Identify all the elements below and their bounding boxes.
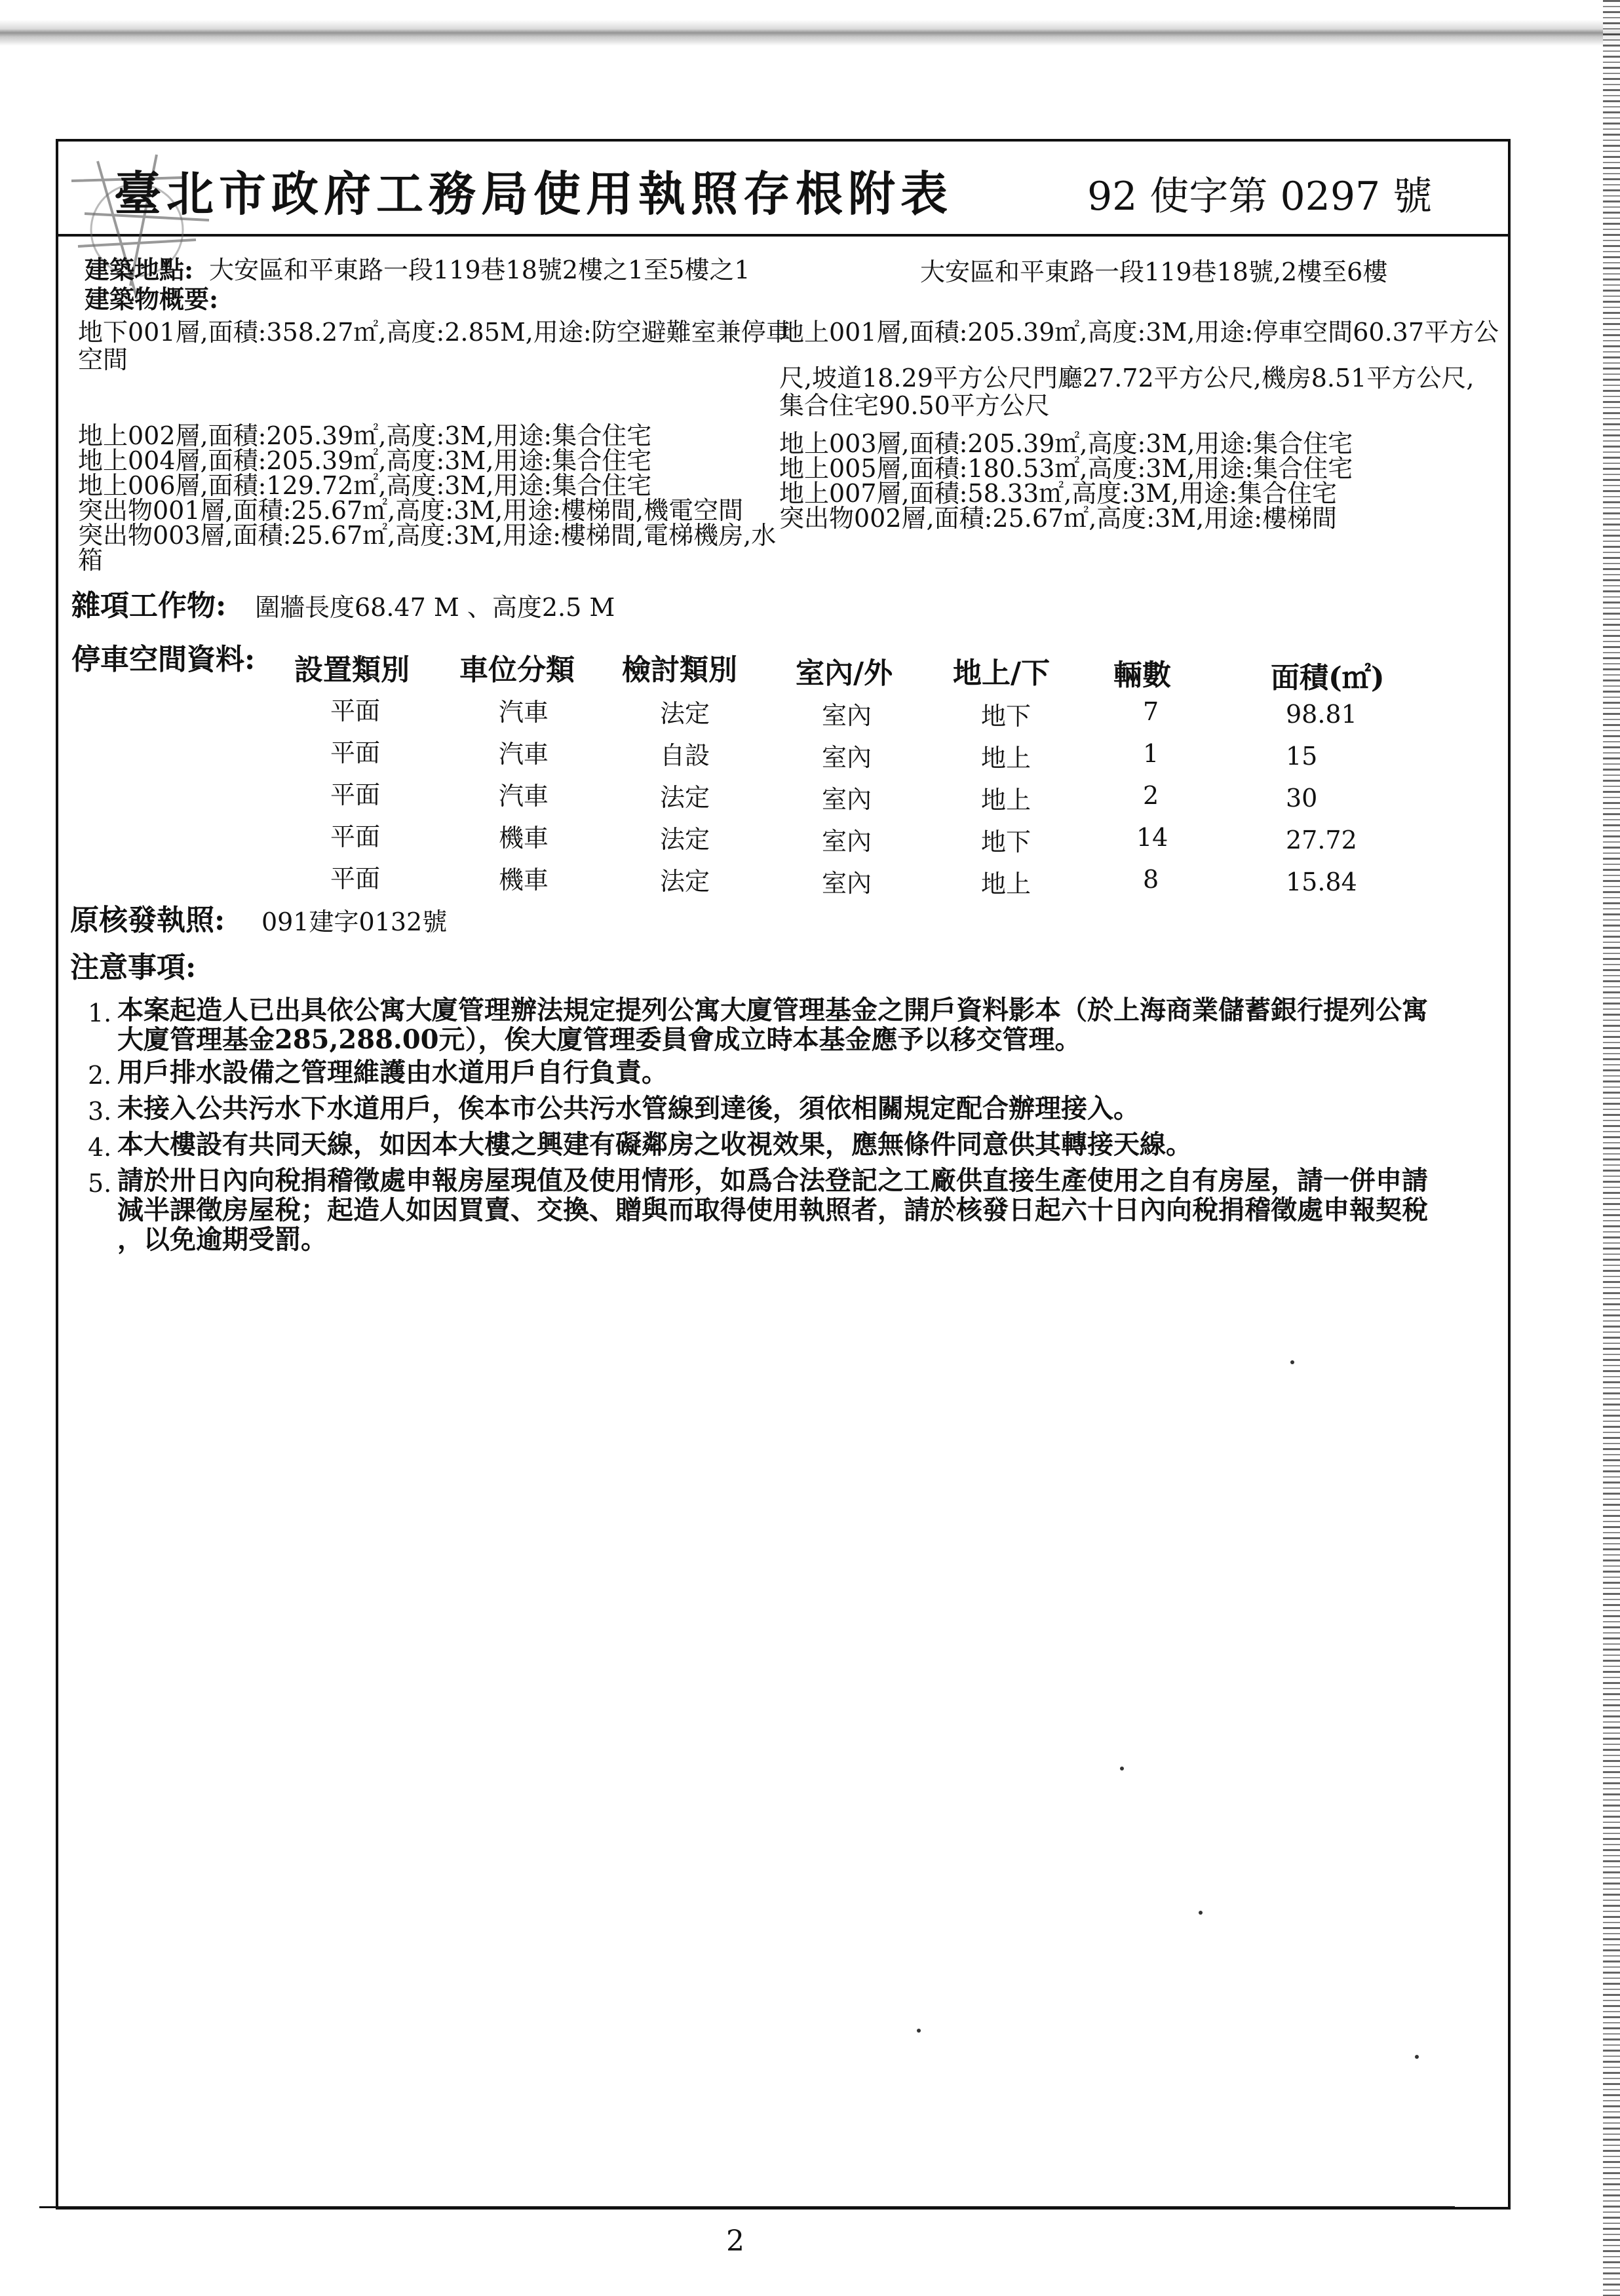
scan-speck bbox=[1415, 2055, 1419, 2059]
original-license-value: 091建字0132號 bbox=[261, 908, 448, 936]
scan-speck bbox=[917, 2029, 921, 2033]
floor-line: 地下001層,面積:358.27㎡,高度:2.85M,用途:防空避難室兼停車 bbox=[78, 318, 791, 347]
parking-header: 室內/外 bbox=[796, 657, 893, 690]
table-cell: 2 bbox=[1143, 781, 1159, 810]
table-cell: 30 bbox=[1286, 784, 1318, 813]
floor-line: 地上004層,面積:205.39㎡,高度:3M,用途:集合住宅 bbox=[78, 446, 652, 475]
note-line: ，以免逾期受罰。 bbox=[117, 1224, 327, 1255]
table-cell: 汽車 bbox=[499, 782, 549, 811]
floor-line: 突出物001層,面積:25.67㎡,高度:3M,用途:樓梯間,機電空間 bbox=[78, 496, 744, 525]
table-cell: 27.72 bbox=[1286, 826, 1357, 854]
parking-header: 設置類別 bbox=[294, 653, 410, 687]
note-line: 本大樓設有共同天線，如因本大樓之興建有礙鄰房之收視效果，應無條件同意供其轉接天線。 bbox=[117, 1129, 1192, 1160]
table-cell: 14 bbox=[1136, 823, 1168, 852]
table-cell: 室內 bbox=[822, 869, 872, 898]
floor-line: 地上005層,面積:180.53㎡,高度:3M,用途:集合住宅 bbox=[779, 454, 1353, 483]
parking-label: 停車空間資料: bbox=[71, 643, 256, 676]
table-cell: 15.84 bbox=[1286, 868, 1357, 896]
parking-header: 輛數 bbox=[1113, 659, 1171, 692]
note-number: 1. bbox=[88, 999, 112, 1027]
table-cell: 機車 bbox=[499, 824, 549, 852]
note-number: 5. bbox=[88, 1169, 112, 1198]
note-line: 減半課徵房屋稅；起造人如因買賣、交換、贈與而取得使用執照者，請於核發日起六十日內向稅捐稽徵處申報契稅 bbox=[117, 1195, 1428, 1225]
scan-artifact-top bbox=[0, 20, 1620, 46]
scan-artifact-right bbox=[1603, 0, 1620, 2296]
address-label: 建築地點: bbox=[85, 255, 194, 284]
table-cell: 15 bbox=[1286, 742, 1318, 771]
table-cell: 平面 bbox=[330, 780, 381, 809]
title-row bbox=[58, 142, 1508, 237]
floor-line: 突出物002層,面積:25.67㎡,高度:3M,用途:樓梯間 bbox=[779, 504, 1338, 533]
parking-header: 面積(㎡) bbox=[1271, 661, 1385, 695]
floor-line: 地上007層,面積:58.33㎡,高度:3M,用途:集合住宅 bbox=[779, 479, 1338, 508]
table-cell: 地上 bbox=[981, 786, 1032, 814]
table-cell: 平面 bbox=[330, 864, 381, 893]
table-cell: 室內 bbox=[822, 827, 872, 856]
parking-header: 檢討類別 bbox=[622, 653, 737, 687]
floor-line: 地上006層,面積:129.72㎡,高度:3M,用途:集合住宅 bbox=[78, 471, 652, 500]
floor-line: 集合住宅90.50平方公尺 bbox=[779, 391, 1050, 420]
table-cell: 汽車 bbox=[499, 698, 549, 727]
table-cell: 平面 bbox=[330, 738, 381, 767]
note-line: 用戶排水設備之管理維護由水道用戶自行負責。 bbox=[117, 1057, 668, 1088]
scan-speck bbox=[1290, 1360, 1294, 1364]
address-value: 大安區和平東路一段119巷18號2樓之1至5樓之1 bbox=[209, 256, 750, 284]
floor-line: 地上001層,面積:205.39㎡,高度:3M,用途:停車空間60.37平方公 bbox=[779, 318, 1499, 347]
note-line: 本案起造人已出具依公寓大廈管理辦法規定提列公寓大廈管理基金之開戶資料影本（於上海商業儲蓄銀行提列公寓 bbox=[117, 995, 1428, 1025]
floor-line: 箱 bbox=[78, 546, 104, 575]
table-cell: 地上 bbox=[981, 870, 1032, 898]
table-cell: 地上 bbox=[981, 744, 1032, 773]
scan-speck bbox=[1120, 1767, 1124, 1770]
table-cell: 平面 bbox=[330, 822, 381, 851]
table-cell: 自設 bbox=[660, 741, 710, 770]
parking-header: 地上/下 bbox=[953, 657, 1051, 690]
address-value-secondary: 大安區和平東路一段119巷18號,2樓至6樓 bbox=[920, 258, 1388, 286]
license-number: 92 使字第 0297 號 bbox=[1087, 174, 1433, 220]
table-cell: 室內 bbox=[822, 743, 872, 772]
note-line: 請於卅日內向稅捐稽徵處申報房屋現值及使用情形，如爲合法登記之工廠供直接生產使用之自有房屋，請一併申請 bbox=[117, 1165, 1428, 1196]
note-line: 未接入公共污水下水道用戶，俟本市公共污水管線到達後，須依相關規定配合辦理接入。 bbox=[117, 1093, 1140, 1124]
floor-line: 地上002層,面積:205.39㎡,高度:3M,用途:集合住宅 bbox=[78, 421, 652, 450]
floor-line: 突出物003層,面積:25.67㎡,高度:3M,用途:樓梯間,電梯機房,水 bbox=[78, 521, 777, 550]
table-cell: 室內 bbox=[822, 785, 872, 814]
floor-line: 地上003層,面積:205.39㎡,高度:3M,用途:集合住宅 bbox=[779, 429, 1353, 458]
note-number: 3. bbox=[88, 1097, 112, 1126]
table-cell: 98.81 bbox=[1286, 700, 1357, 729]
document-title: 臺北市政府工務局使用執照存根附表 bbox=[114, 166, 954, 221]
overview-label: 建築物概要: bbox=[85, 284, 219, 314]
floor-line: 空間 bbox=[78, 345, 128, 374]
misc-works-label: 雜項工作物: bbox=[71, 589, 227, 622]
scan-speck bbox=[1199, 1911, 1203, 1915]
table-cell: 法定 bbox=[660, 699, 710, 728]
table-cell: 8 bbox=[1143, 865, 1159, 894]
footer-rule bbox=[39, 2206, 1455, 2208]
floor-line: 尺,坡道18.29平方公尺門廳27.72平方公尺,機房8.51平方公尺, bbox=[779, 364, 1475, 392]
original-license-label: 原核發執照: bbox=[70, 904, 225, 937]
note-number: 4. bbox=[88, 1133, 112, 1162]
table-cell: 法定 bbox=[660, 867, 710, 896]
table-cell: 法定 bbox=[660, 825, 710, 854]
table-cell: 汽車 bbox=[499, 740, 549, 769]
table-cell: 地下 bbox=[981, 828, 1032, 856]
note-line: 大廈管理基金285,288.00元），俟大廈管理委員會成立時本基金應予以移交管理。 bbox=[117, 1024, 1081, 1055]
table-cell: 地下 bbox=[981, 702, 1032, 731]
license-sheet bbox=[56, 139, 1511, 2210]
table-cell: 平面 bbox=[330, 697, 381, 725]
table-cell: 7 bbox=[1143, 697, 1159, 726]
notes-label: 注意事項: bbox=[70, 951, 197, 984]
table-cell: 1 bbox=[1143, 739, 1159, 768]
table-cell: 法定 bbox=[660, 783, 710, 812]
parking-header: 車位分類 bbox=[459, 653, 575, 687]
note-number: 2. bbox=[88, 1061, 112, 1090]
misc-works-value: 圍牆長度68.47 M 、高度2.5 M bbox=[255, 593, 615, 622]
table-cell: 室內 bbox=[822, 701, 872, 730]
page-number: 2 bbox=[726, 2225, 744, 2258]
table-cell: 機車 bbox=[499, 866, 549, 894]
